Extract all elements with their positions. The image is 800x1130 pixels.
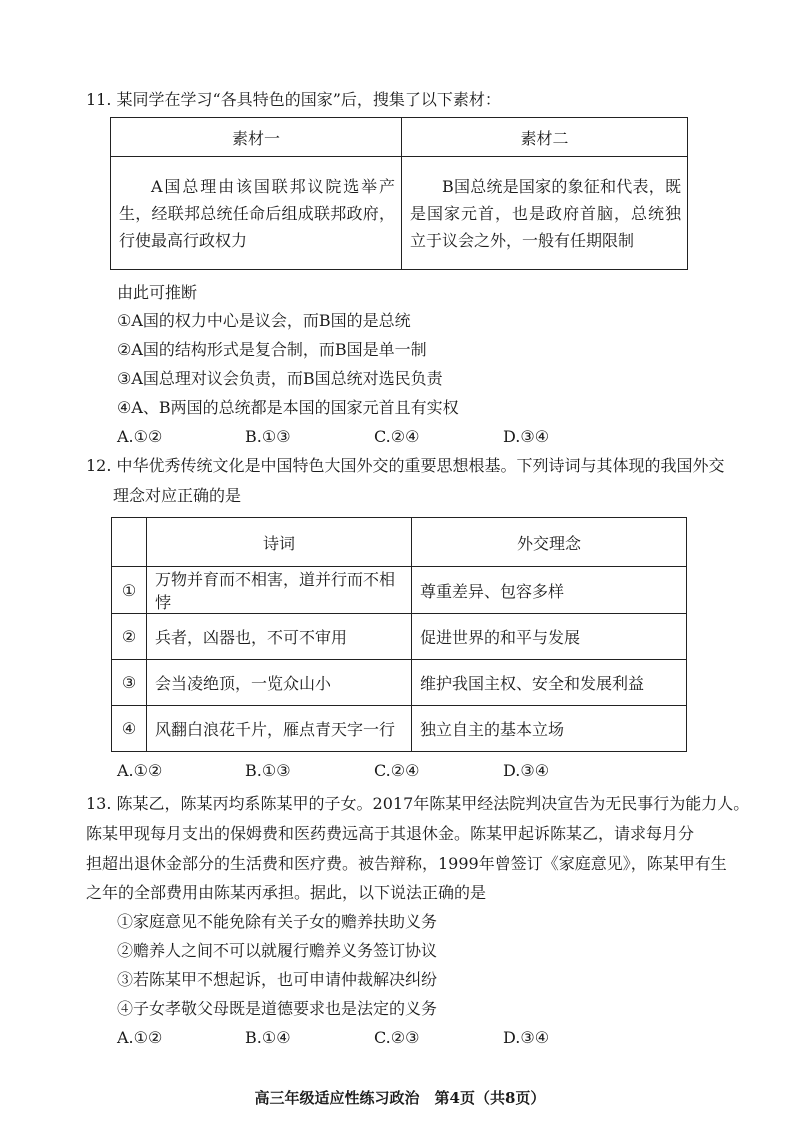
q11-option-4: ④A、B两国的总统都是本国的国家元首且有实权 bbox=[117, 398, 459, 417]
q13-option-1: ①家庭意见不能免除有关子女的赡养扶助义务 bbox=[117, 912, 438, 931]
q13-option-4: ④子女孝敬父母既是道德要求也是法定的义务 bbox=[117, 999, 438, 1018]
q12-row-num: ① bbox=[112, 567, 147, 614]
q12-row-idea: 独立自主的基本立场 bbox=[412, 706, 687, 752]
table-row bbox=[112, 567, 687, 614]
q13-stem-line-1: 13. 陈某乙，陈某丙均系陈某甲的子女。2017年陈某甲经法院判决宣告为无民事行为能力人。 bbox=[86, 794, 750, 813]
q12-choice-d: D.③④ bbox=[503, 761, 550, 780]
table-row bbox=[112, 706, 687, 752]
q11-choice-c: C.②④ bbox=[374, 427, 420, 446]
q12-stem-line-1: 12. 中华优秀传统文化是中国特色大国外交的重要思想根基。下列诗词与其体现的我国外交 bbox=[86, 456, 725, 475]
q12-choice-a: A.①② bbox=[117, 761, 163, 780]
q12-header-idea: 外交理念 bbox=[412, 518, 687, 567]
q12-row-poem: 兵者，凶器也，不可不审用 bbox=[147, 614, 412, 660]
q12-row-poem: 风翻白浪花千片，雁点青天字一行 bbox=[147, 706, 412, 752]
q12-row-idea: 尊重差异、包容多样 bbox=[412, 567, 687, 614]
table-row bbox=[112, 660, 687, 706]
q13-stem-line-4: 之年的全部费用由陈某丙承担。据此，以下说法正确的是 bbox=[86, 883, 487, 902]
page-footer: 高三年级适应性练习政治 第4页（共8页） bbox=[254, 1089, 546, 1107]
q12-choice-b: B.①③ bbox=[245, 761, 291, 780]
table-row bbox=[112, 614, 687, 660]
q11-choice-a: A.①② bbox=[117, 427, 163, 446]
q12-row-poem: 万物并育而不相害，道并行而不相悖 bbox=[147, 567, 412, 614]
q12-header-num bbox=[112, 518, 147, 567]
q11-choice-b: B.①③ bbox=[245, 427, 291, 446]
q12-row-poem: 会当凌绝顶，一览众山小 bbox=[147, 660, 412, 706]
q11-choice-d: D.③④ bbox=[503, 427, 550, 446]
q11-header-1: 素材一 bbox=[111, 118, 402, 157]
q11-material-1: A国总理由该国联邦议院选举产生，经联邦总统任命后组成联邦政府，行使最高行政权力 bbox=[111, 157, 402, 270]
q13-stem-line-2: 陈某甲现每月支出的保姆费和医药费远高于其退休金。陈某甲起诉陈某乙，请求每月分 bbox=[86, 824, 695, 843]
q13-choice-b: B.①④ bbox=[245, 1028, 291, 1047]
q11-material-2: B国总统是国家的象征和代表，既是国家元首，也是政府首脑，总统独立于议会之外，一般有任期限制 bbox=[402, 157, 688, 270]
q12-row-num: ④ bbox=[112, 706, 147, 752]
q12-row-idea: 促进世界的和平与发展 bbox=[412, 614, 687, 660]
q12-row-idea: 维护我国主权、安全和发展利益 bbox=[412, 660, 687, 706]
q11-option-2: ②A国的结构形式是复合制，而B国是单一制 bbox=[117, 340, 427, 359]
q12-poem-table bbox=[111, 517, 687, 752]
q13-option-3: ③若陈某甲不想起诉，也可申请仲裁解决纠纷 bbox=[117, 970, 438, 989]
q12-header-poem: 诗词 bbox=[147, 518, 412, 567]
q13-choice-c: C.②③ bbox=[374, 1028, 420, 1047]
q13-option-2: ②赡养人之间不可以就履行赡养义务签订协议 bbox=[117, 941, 438, 960]
q11-header-2: 素材二 bbox=[402, 118, 688, 157]
q12-row-num: ② bbox=[112, 614, 147, 660]
q11-material-table bbox=[110, 117, 688, 270]
q13-choice-d: D.③④ bbox=[503, 1028, 550, 1047]
q12-row-num: ③ bbox=[112, 660, 147, 706]
q13-stem-line-3: 担超出退休金部分的生活费和医疗费。被告辩称，1999年曾签订《家庭意见》，陈某甲有生 bbox=[86, 854, 727, 873]
q12-stem-line-2: 理念对应正确的是 bbox=[113, 486, 242, 505]
q13-choice-a: A.①② bbox=[117, 1028, 163, 1047]
q11-option-1: ①A国的权力中心是议会，而B国的是总统 bbox=[117, 311, 411, 330]
q12-choice-c: C.②④ bbox=[374, 761, 420, 780]
q11-stem: 11. 某同学在学习“各具特色的国家”后，搜集了以下素材： bbox=[86, 90, 501, 109]
q11-lead: 由此可推断 bbox=[117, 283, 198, 302]
q11-option-3: ③A国总理对议会负责，而B国总统对选民负责 bbox=[117, 369, 443, 388]
